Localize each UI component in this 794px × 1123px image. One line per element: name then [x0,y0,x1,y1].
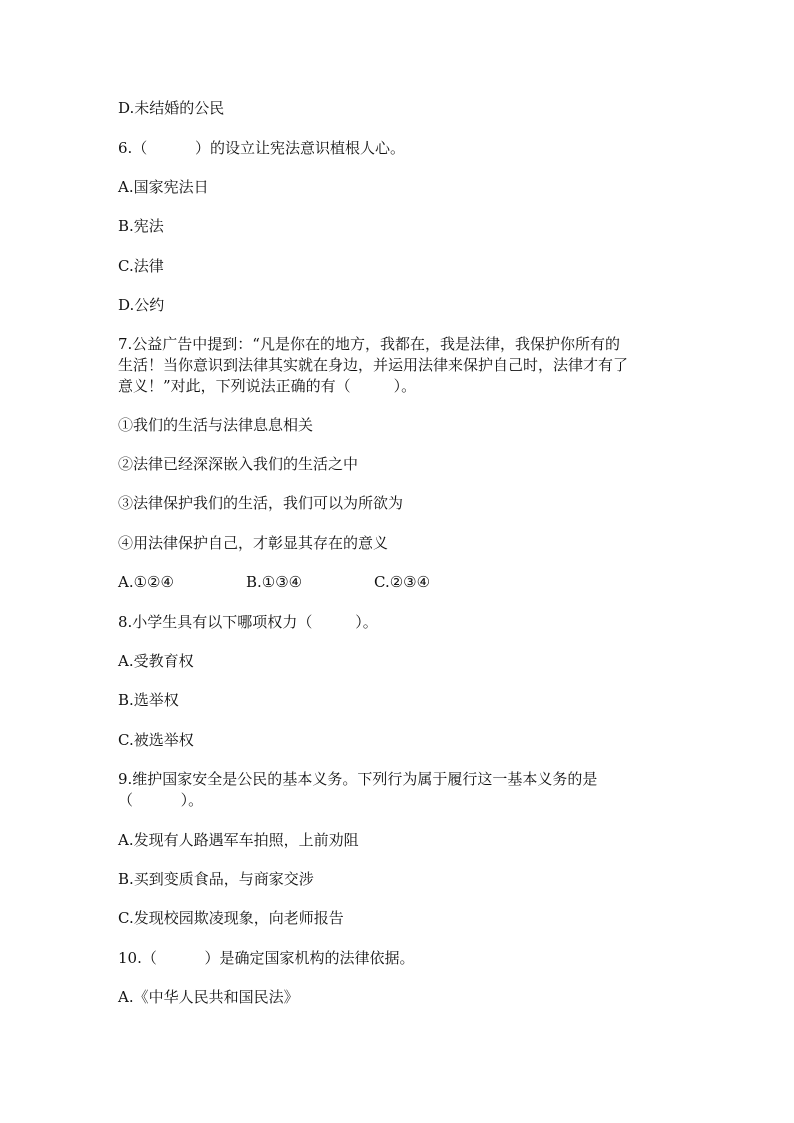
q9-option-c: C.发现校园欺凌现象，向老师报告 [118,909,344,927]
q6-option-d: D.公约 [118,296,165,314]
q6-stem: 6.（ ）的设立让宪法意识植根人心。 [118,139,405,157]
q7-statement-4: ④用法律保护自己，才彰显其存在的意义 [118,534,389,552]
q9-stem-line2: （ ）。 [118,791,204,809]
q10-option-a: A.《中华人民共和国民法》 [118,988,299,1006]
q7-statement-3: ③法律保护我们的生活，我们可以为所欲为 [118,494,404,512]
q10-stem: 10.（ ）是确定国家机构的法律依据。 [118,949,415,967]
q7-option-c: C.②③④ [374,573,431,591]
q9-stem-line1: 9.维护国家安全是公民的基本义务。下列行为属于履行这一基本义务的是 [118,770,598,788]
q5-option-d: D.未结婚的公民 [118,99,225,117]
q7-stem-line3: 意义！”对此，下列说法正确的有（ ）。 [118,377,417,395]
q9-option-a: A.发现有人路遇军车拍照，上前劝阻 [118,831,359,849]
q9-option-b: B.买到变质食品，与商家交涉 [118,870,314,888]
q6-option-b: B.宪法 [118,217,164,235]
q7-statement-1: ①我们的生活与法律息息相关 [118,416,314,434]
q8-option-c: C.被选举权 [118,731,194,749]
q7-stem-line2: 生活！当你意识到法律其实就在身边，并运用法律来保护自己时，法律才有了 [118,356,629,374]
q7-stem-line1: 7.公益广告中提到：“凡是你在的地方，我都在，我是法律，我保护你所有的 [118,335,620,353]
q6-option-a: A.国家宪法日 [118,178,209,196]
q7-option-a: A.①②④ [118,573,174,591]
q8-option-a: A.受教育权 [118,652,194,670]
q8-stem: 8.小学生具有以下哪项权力（ ）。 [118,613,378,631]
q7-statement-2: ②法律已经深深嵌入我们的生活之中 [118,455,359,473]
q6-option-c: C.法律 [118,257,164,275]
q7-option-b: B.①③④ [246,573,303,591]
q8-option-b: B.选举权 [118,691,179,709]
